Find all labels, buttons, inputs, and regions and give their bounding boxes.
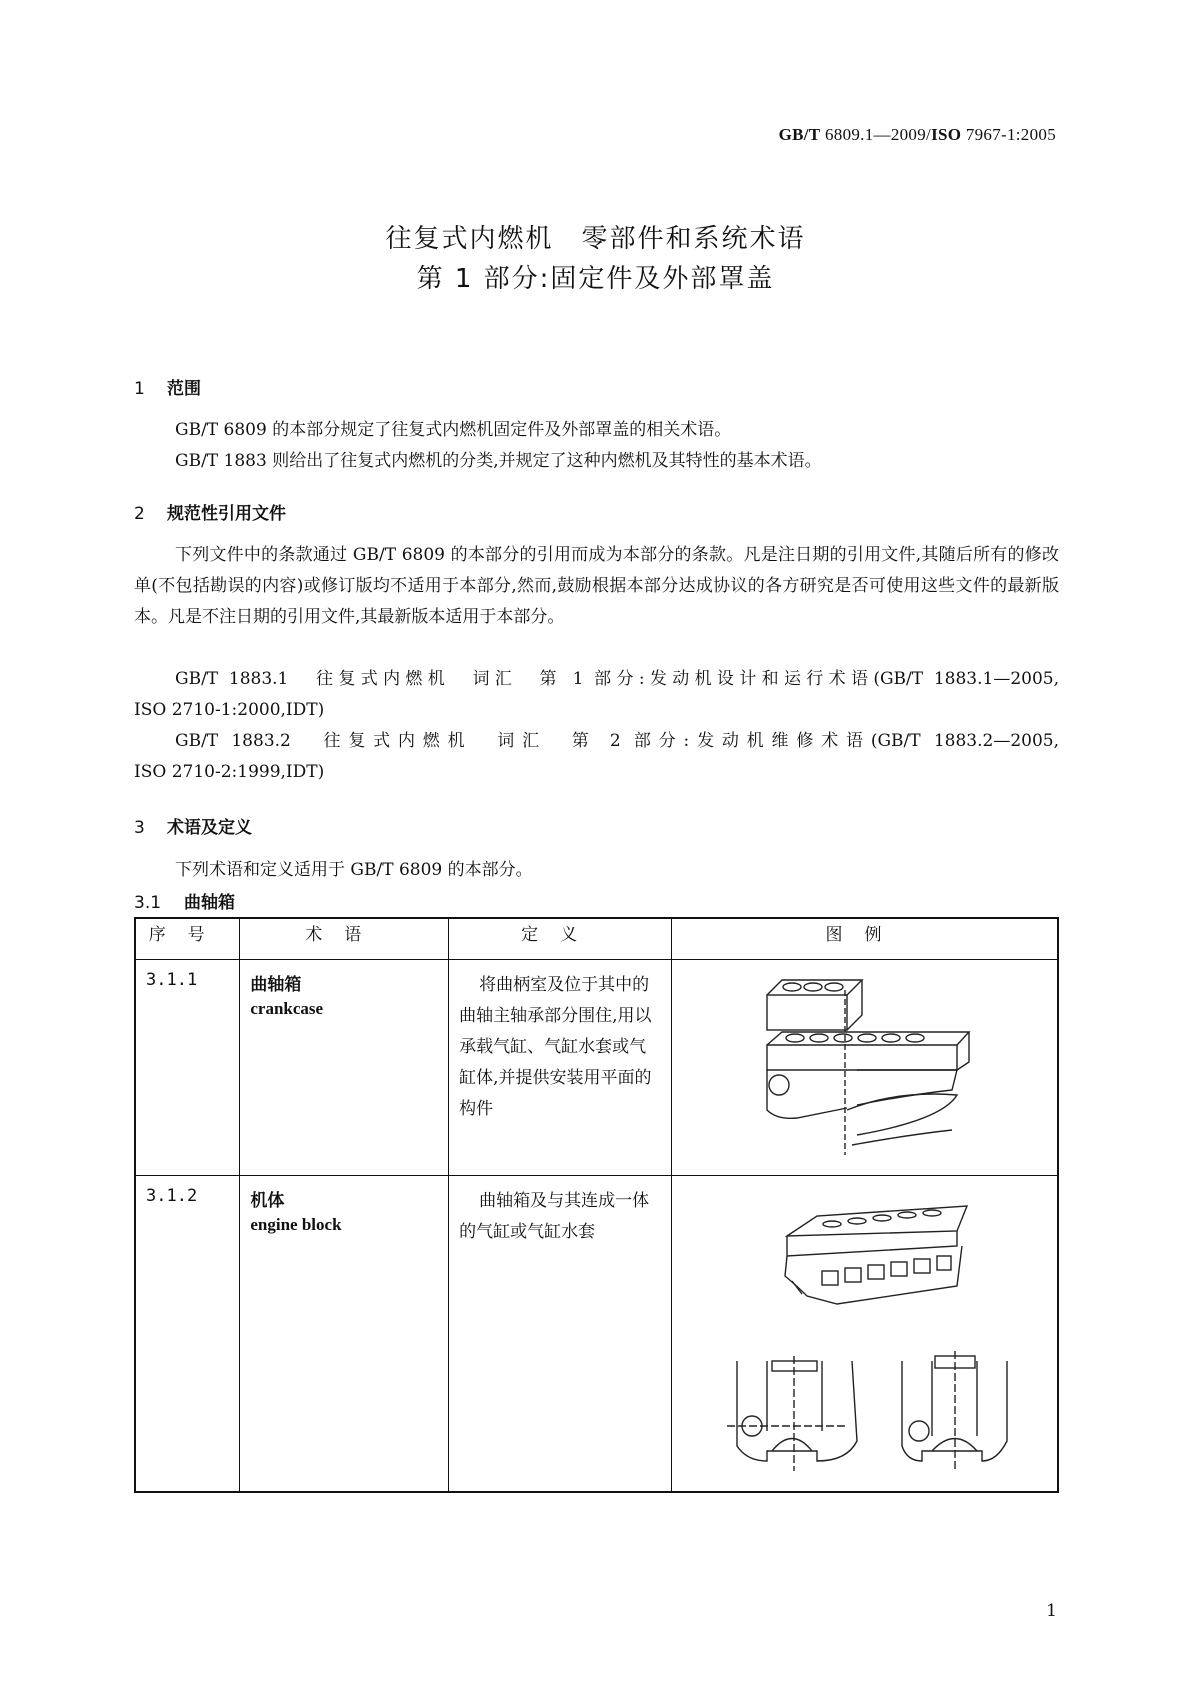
definition-cell: 曲轴箱及与其连成一体的气缸或气缸水套 [449,1176,672,1493]
table-row [135,1176,1058,1493]
terms-intro-paragraph: 下列术语和定义适用于 GB/T 6809 的本部分。 [175,860,533,880]
header-definition: 定义 [449,918,672,960]
definition-cell: 将曲柄室及位于其中的曲轴主轴承部分围住,用以承载气缸、气缸水套或气缸体,并提供安装用平面的构件 [449,960,672,1176]
page-number: 1 [1046,1601,1057,1621]
section-heading-normative-references: 2 规范性引用文件 [134,504,286,524]
header-figure: 图例 [672,918,1059,960]
reference-2-line2: ISO 2710-2:1999,IDT) [134,762,325,782]
subsection-heading-crankcase: 3.1 曲轴箱 [134,893,235,913]
normative-references-paragraph: 下列文件中的条款通过 GB/T 6809 的本部分的引用而成为本部分的条款。凡是注日期的引用文件,其随后所有的修改单(不包括勘误的内容)或修订版均不适用于本部分,然而,鼓励根据本部分达成协议的各方研究是否可使用这些文件的最新版本。凡是不注日期的引用文件,其最新版本适用于本部分。 [134,545,1059,627]
table-row [135,960,1058,1176]
reference-2-line1: GB/T 1883.2 往复式内燃机 词汇 第 2 部分:发动机维修术语(GB/T 1883.2—2005, [175,731,1059,751]
table-header-row [135,918,1058,960]
section-heading-scope: 1 范围 [134,379,201,399]
term-english: crankcase [250,999,324,1018]
term-english: engine block [250,1215,342,1234]
figure-cell [672,1176,1059,1493]
row-number: 3.1.2 [135,1176,240,1493]
reference-1-line2: ISO 2710-1:2000,IDT) [134,700,325,720]
term-cell [240,960,449,1176]
crankcase-drawing-icon [757,970,1017,1160]
term-chinese: 曲轴箱 [250,975,302,995]
engine-block-drawing-icon [707,1186,1047,1476]
header-serial-no: 序号 [135,918,240,960]
term-chinese: 机体 [250,1191,285,1211]
header-term: 术语 [240,918,449,960]
term-cell [240,1176,449,1493]
scope-paragraph-2: GB/T 1883 则给出了往复式内燃机的分类,并规定了这种内燃机及其特性的基本术语。 [175,451,822,471]
reference-1-line1: GB/T 1883.1 往复式内燃机 词汇 第 1 部分:发动机设计和运行术语(GB/T 1883.1—2005, [175,669,1059,689]
scope-paragraph-1: GB/T 6809 的本部分规定了往复式内燃机固定件及外部罩盖的相关术语。 [175,420,732,440]
terms-table [134,917,1059,1493]
document-title-line2: 第 1 部分:固定件及外部罩盖 [416,264,775,294]
section-heading-terms-definitions: 3 术语及定义 [134,818,252,838]
row-number: 3.1.1 [135,960,240,1176]
figure-cell [672,960,1059,1176]
standard-code: GB/T 6809.1—2009/ISO 7967-1:2005 [778,125,1056,144]
document-title-line1: 往复式内燃机 零部件和系统术语 [385,224,806,254]
